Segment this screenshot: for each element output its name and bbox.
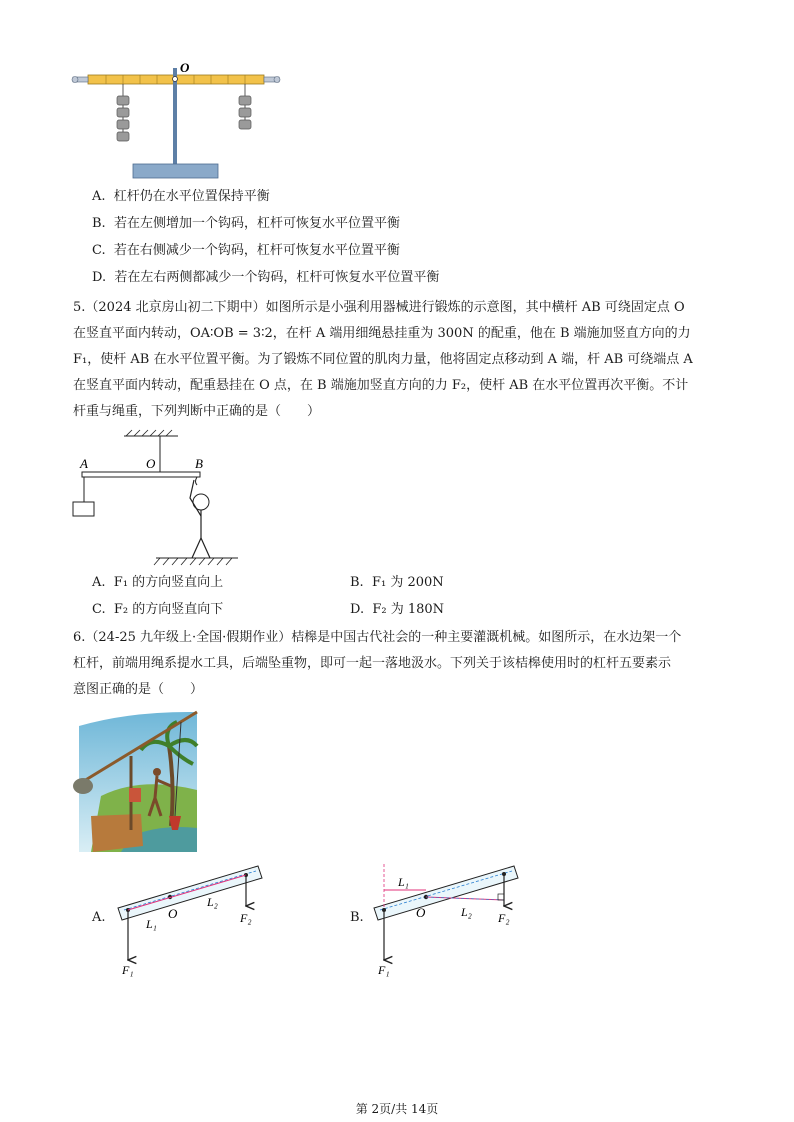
q4-pivot-label: O (180, 60, 190, 75)
q6-b-f2-label: F₂ (498, 911, 510, 925)
q6-stem-line-3: 意图正确的是（ ） (73, 682, 204, 697)
q5-option-b: B. F₁ 为 200N (350, 575, 444, 590)
q6-a-l2-label: L₂ (207, 895, 218, 909)
q4-right-hook-weights (239, 96, 251, 129)
page-footer: 第 2页/共 14页 (355, 1102, 439, 1116)
q4-left-weight-1 (117, 96, 129, 105)
q6-a-l1-label: L₁ (146, 917, 157, 931)
q5-stem-line-1: 5.（2024 北京房山初二下期中）如图所示是小强利用器械进行锻炼的示意图，其中横杆 AB 可绕固定点 O (73, 300, 685, 315)
q4-left-weight-4 (117, 132, 129, 141)
q5-label-b: B (195, 456, 203, 471)
q5-label-o: O (146, 456, 156, 471)
q6-stem-line-1: 6.（24-25 九年级上·全国·假期作业）桔槔是中国古代社会的一种主要灌溉机械。如图所示，在水边架一个 (73, 630, 682, 645)
q6-a-f1-label: F₁ (122, 963, 134, 977)
q6-a-f2-label: F₂ (240, 911, 252, 925)
q5-exercise-figure (66, 428, 246, 568)
q4-left-hook-weights (117, 96, 129, 141)
q5-option-a: A. F₁ 的方向竖直向上 (92, 575, 224, 590)
q4-left-weight-3 (117, 120, 129, 129)
q6-stem-line-2: 杠杆，前端用绳系提水工具，后端坠重物，即可一起一落地汲水。下列关于该桔槔使用时的杠杆五要素示 (73, 656, 672, 671)
q4-lever-figure (70, 58, 285, 183)
q6-a-o-label: O (168, 906, 178, 921)
q4-option-c: C. 若在右侧减少一个钩码，杠杆可恢复水平位置平衡 (92, 243, 400, 258)
q5-stem-line-4: 在竖直平面内转动，配重悬挂在 O 点，在 B 端施加竖直方向的力 F₂，使杆 AB 在水平位置再次平衡。不计 (73, 378, 689, 393)
q5-label-a: A (80, 456, 88, 471)
q5-stem-line-3: F₁，使杆 AB 在水平位置平衡。为了锻炼不同位置的肌肉力量，他将固定点移动到 A 端，杆 AB 可绕端点 A (73, 352, 693, 367)
q4-right-weight-3 (239, 120, 251, 129)
q5-option-c: C. F₂ 的方向竖直向下 (92, 602, 224, 617)
q6-option-b-diagram (370, 860, 530, 978)
shadoof-illustration (71, 706, 201, 852)
q5-stem-line-5: 杆重与绳重，下列判断中正确的是（ ） (73, 404, 321, 419)
q6-option-a-letter: A. (92, 910, 106, 925)
q4-right-weight-2 (239, 108, 251, 117)
q6-b-o-label: O (416, 905, 426, 920)
q6-b-l2-label: L₂ (461, 905, 472, 919)
q4-right-weight-1 (239, 96, 251, 105)
q6-option-a-diagram (112, 860, 272, 978)
q4-option-d: D. 若在左右两侧都减少一个钩码，杠杆可恢复水平位置平衡 (92, 270, 440, 285)
q4-option-b: B. 若在左侧增加一个钩码，杠杆可恢复水平位置平衡 (92, 216, 400, 231)
q4-option-a: A. 杠杆仍在水平位置保持平衡 (92, 189, 270, 204)
q6-option-b-letter: B. (350, 910, 364, 925)
q6-b-l1-label: L₁ (398, 875, 409, 889)
q4-left-weight-2 (117, 108, 129, 117)
q5-option-d: D. F₂ 为 180N (350, 602, 445, 617)
q6-b-f1-label: F₁ (378, 963, 390, 977)
q5-stem-line-2: 在竖直平面内转动，OA∶OB = 3∶2，在杆 A 端用细绳悬挂重为 300N 的配重，他在 B 端施加竖直方向的力 (73, 326, 691, 341)
